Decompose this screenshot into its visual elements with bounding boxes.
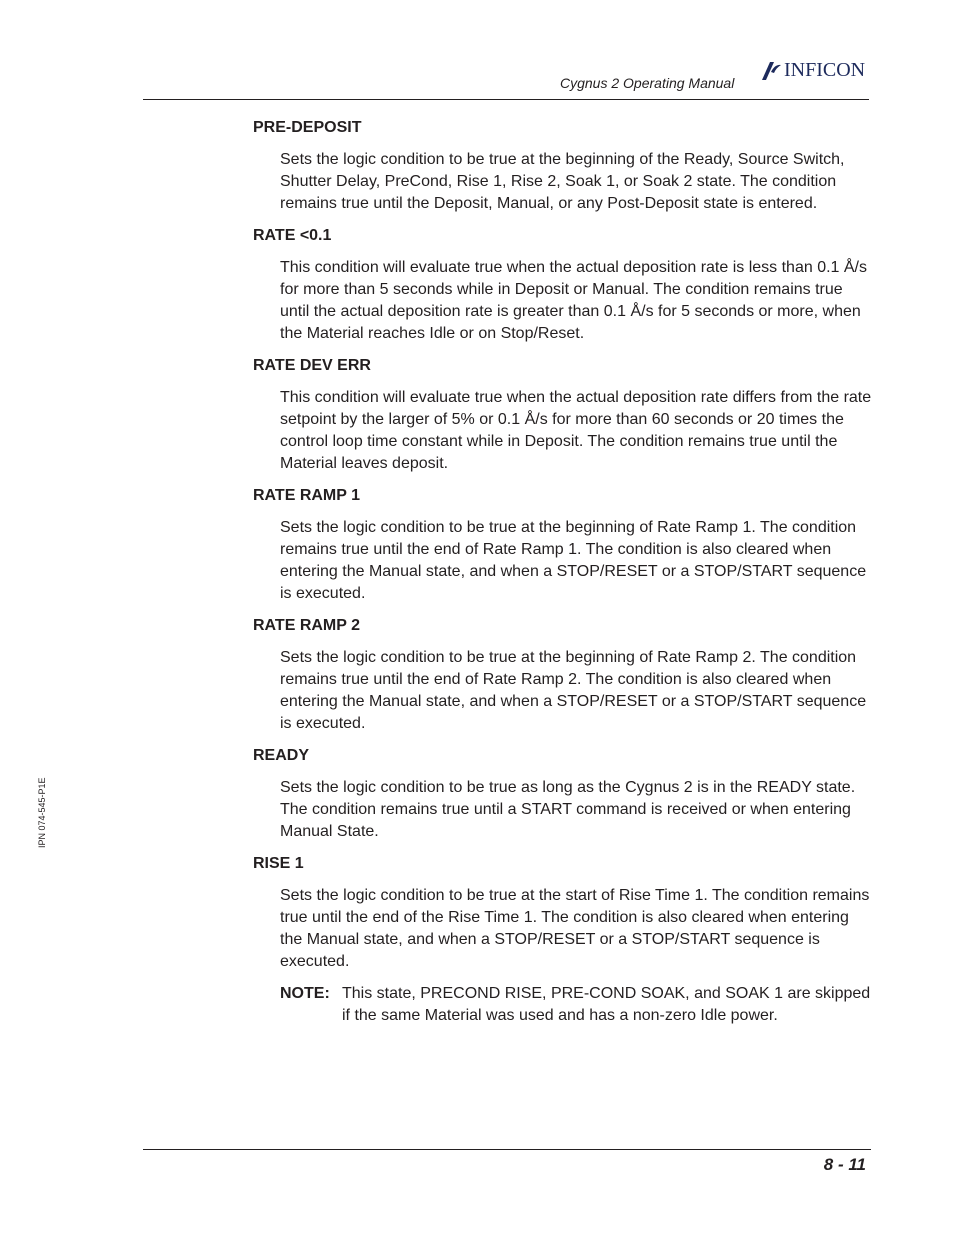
section-body: Sets the logic condition to be true at the beginning of Rate Ramp 1. The condition remains true until the end of Rate Ramp 1. The condition is also cleared when entering the Manual state, and when a STOP/RESET or a STOP/START sequence is executed.	[280, 519, 867, 602]
page-number: 8 - 11	[823, 1155, 866, 1174]
logo-text: INFICON	[784, 59, 866, 81]
section-body: Sets the logic condition to be true at the beginning of the Ready, Source Switch, Shutter Delay, PreCond, Rise 1, Rise 2, Soak 1, or Soak 2 state. The condition remains true until the Deposit, Manual, or any Post-Deposit state is entered.	[280, 151, 845, 212]
document-ipn-label: IPN 074-545-P1E	[37, 777, 47, 848]
note-label: NOTE:	[280, 985, 330, 1002]
header-rule	[143, 99, 869, 100]
section-heading: RATE <0.1	[253, 227, 332, 244]
footer-rule	[143, 1149, 871, 1150]
section-body: Sets the logic condition to be true at the beginning of Rate Ramp 2. The condition remains true until the end of Rate Ramp 2. The condition is also cleared when entering the Manual state, and when a STOP/RESET or a STOP/START sequence is executed.	[280, 649, 867, 732]
section-heading: RATE DEV ERR	[253, 357, 371, 374]
section-body: Sets the logic condition to be true as long as the Cygnus 2 is in the READY state. The condition remains true until a START command is received or when entering Manual State.	[280, 779, 856, 840]
section-body: This condition will evaluate true when the actual deposition rate differs from the rate setpoint by the larger of 5% or 0.1 Å/s for more than 60 seconds or 20 times the control loop time constant while in Deposit. The condition remains true until the Material leaves deposit.	[280, 389, 872, 472]
section-heading: RATE RAMP 1	[253, 487, 360, 504]
section-body: This condition will evaluate true when the actual deposition rate is less than 0.1 Å/s for more than 5 seconds while in Deposit or Manual. The condition remains true until the actual deposition rate is greater than 0.1 Å/s for 5 seconds or more, when the Material reaches Idle or on Stop/Reset.	[280, 259, 867, 342]
company-logo	[760, 59, 865, 82]
section-heading: READY	[253, 747, 310, 764]
main-content	[253, 117, 873, 1027]
section-heading: RATE RAMP 2	[253, 617, 360, 634]
section-heading: RISE 1	[253, 855, 304, 872]
section-body: Sets the logic condition to be true at the start of Rise Time 1. The condition remains true until the end of the Rise Time 1. The condition is also cleared when entering the Manual state, and when a STOP/RESET or a STOP/START sequence is executed.	[280, 887, 870, 970]
note-text: This state, PRECOND RISE, PRE-COND SOAK, and SOAK 1 are skipped if the same Material was used and has a non-zero Idle power.	[342, 985, 871, 1024]
inficon-logo-icon	[760, 60, 782, 82]
header-title: Cygnus 2 Operating Manual	[560, 75, 735, 91]
note-block	[280, 983, 873, 1027]
section-heading: PRE-DEPOSIT	[253, 119, 362, 136]
